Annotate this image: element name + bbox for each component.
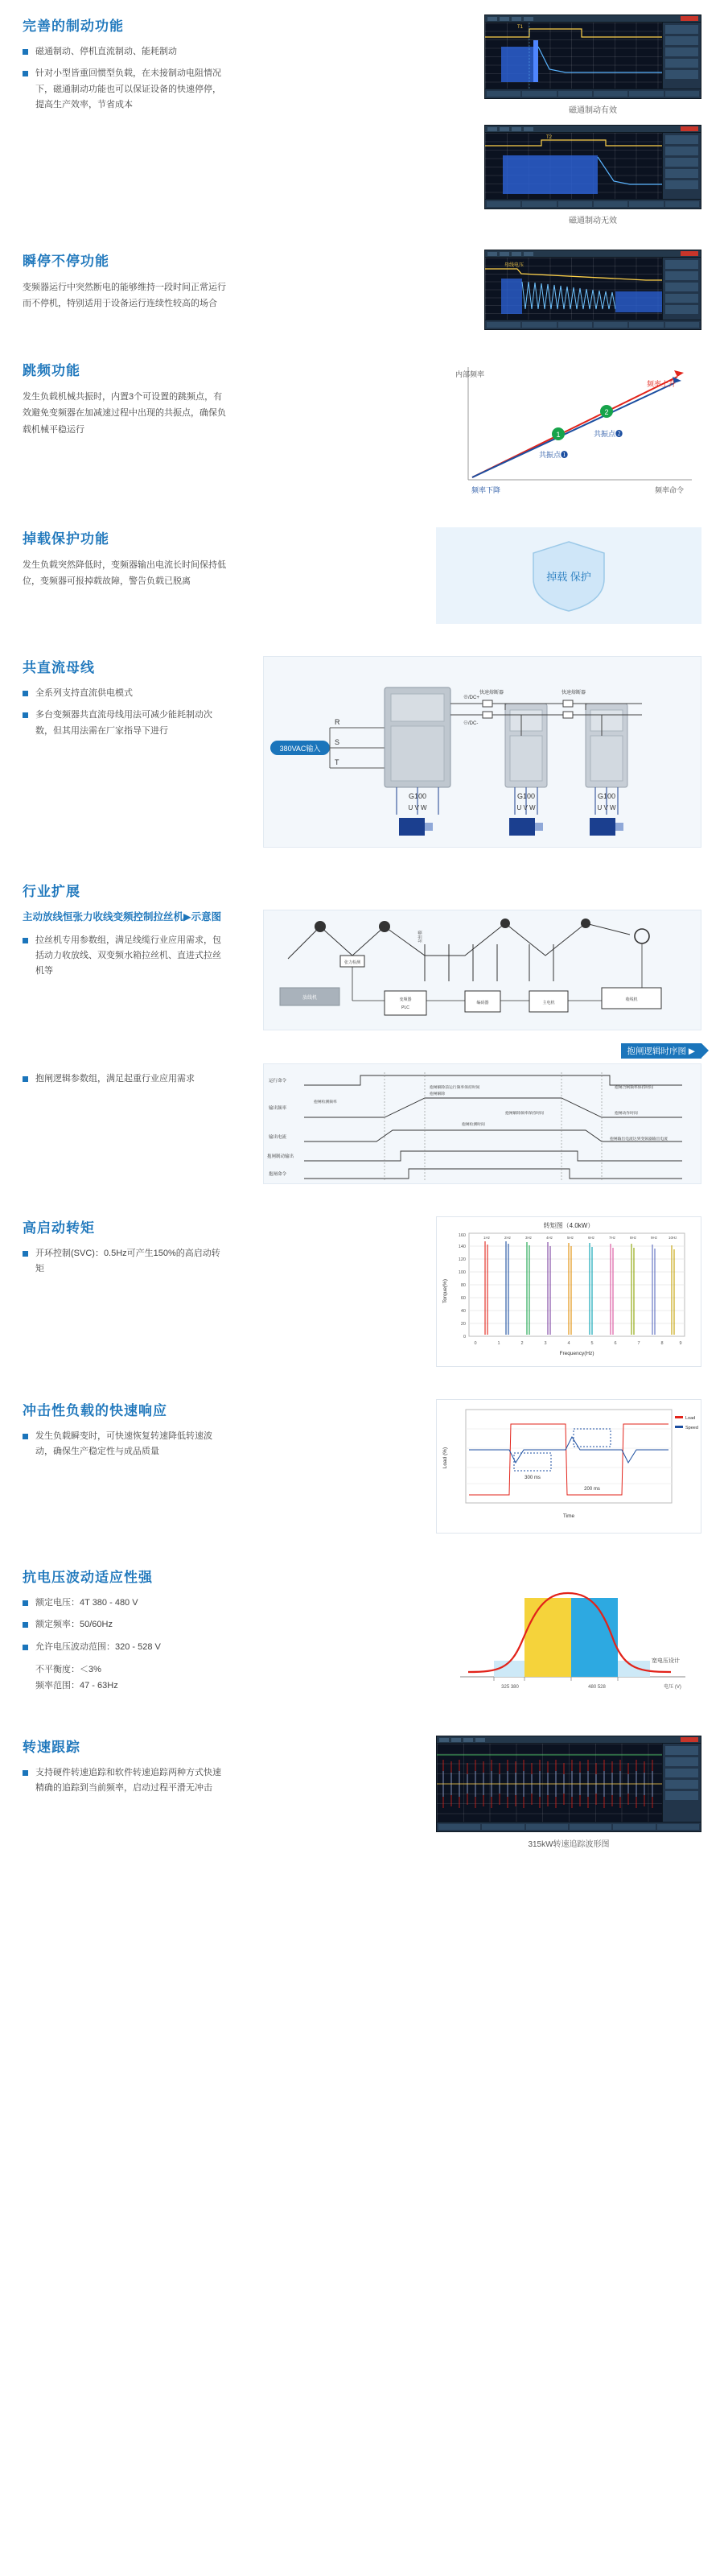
ride-through-text-col [23, 250, 228, 312]
svg-text:6: 6 [614, 1341, 617, 1346]
page-title-ride-through: 瞬停不停功能 [23, 254, 109, 269]
list-item: 发生负载瞬变时，可快速恢复转速降低转速波动，确保生产稳定性与成品质量 [23, 1429, 228, 1460]
diagram-label-plc: PLC [401, 1005, 409, 1010]
bus-label-plus: ⊕/DC+ [463, 696, 479, 700]
drive-label-2: G100 [516, 792, 536, 800]
phase-label-r: R [335, 718, 340, 726]
scope-bottombar [485, 89, 701, 98]
voltage-xtick-1: 325 380 [501, 1685, 519, 1690]
high-torque-bullet-list [23, 1246, 228, 1278]
timing-note-8: 抱闸输出电流达到变频器输出电流 [610, 1137, 668, 1141]
axis-label-y: 内部频率 [455, 370, 485, 378]
scope-bottombar [485, 199, 701, 208]
speed-tracking-scope-col [436, 1736, 701, 1849]
keysight-logo [681, 251, 698, 256]
svg-text:2Hz: 2Hz [504, 1236, 512, 1240]
phase-label-t: T [335, 758, 339, 766]
svg-text:8: 8 [660, 1341, 664, 1346]
voltage-legend: 宽电压设计 [652, 1658, 680, 1664]
svg-text:140: 140 [458, 1245, 466, 1249]
timing-row-label-freq: 输出频率 [269, 1106, 287, 1111]
svg-text:120: 120 [458, 1257, 466, 1262]
voltage-bullet-list [23, 1596, 228, 1655]
output-label-1: U V W [408, 804, 427, 811]
section-voltage-tolerance [0, 1566, 724, 1707]
speed-tracking-bullet-list [23, 1765, 228, 1797]
svg-text:100: 100 [458, 1270, 466, 1275]
label-input-voltage: 380VAC输入 [279, 745, 321, 753]
shield-illustration [436, 527, 701, 624]
scope-topbar [485, 15, 701, 23]
bus-label-minus: ⊖/DC- [463, 721, 479, 726]
skip-freq-description: 发生负载机械共振时，内置3个可设置的跳频点，有效避免变频器在加减速过程中出现的共振点，确保负载机械平稳运行 [23, 392, 226, 435]
svg-text:8Hz: 8Hz [630, 1236, 637, 1240]
timing-note-5: 抱闸合闸频率保持时间 [615, 1086, 653, 1090]
keysight-logo [681, 16, 698, 21]
speed-tracking-text-col [23, 1736, 228, 1803]
svg-text:80: 80 [460, 1283, 466, 1288]
fuse-label-2: 快速熔断器 [562, 691, 586, 696]
industry-bullet-list-1 [23, 933, 228, 980]
svg-text:9Hz: 9Hz [651, 1236, 658, 1240]
oscilloscope-image-ride-through [484, 250, 701, 330]
page-title-skip-frequency: 跳频功能 [23, 363, 80, 378]
annotation-200ms: 200 ms [584, 1487, 600, 1492]
output-label-2: U V W [516, 804, 536, 811]
scope-waveform-off [485, 133, 664, 200]
fuse-label-1: 快速熔断器 [479, 691, 504, 696]
motor-icon-1 [399, 818, 433, 836]
scope-topbar [485, 126, 701, 133]
ride-through-description: 变频器运行中突然断电的能够维持一段时间正常运行而不停机，特别适用于设备运行连续性较高的场合 [23, 283, 226, 309]
torque-chart [437, 1217, 701, 1362]
svg-text:4Hz: 4Hz [546, 1236, 553, 1240]
list-item: 抱闸逻辑参数组，满足起重行业应用需求 [23, 1071, 228, 1087]
section-braking [0, 0, 724, 225]
scope-sidebar [662, 258, 701, 320]
scope-bottombar [437, 1822, 701, 1831]
label-resonance-2: 共振点❷ [594, 430, 623, 438]
section-undervoltage [0, 527, 724, 624]
list-item: 拉丝机专用参数组，满足线缆行业应用需求，包括动力收放线、双变频水箱拉丝机、直进式拉丝机等 [23, 933, 228, 980]
badge-resonance-1: 1 [556, 431, 561, 439]
impact-text-col [23, 1399, 228, 1467]
svg-text:5Hz: 5Hz [567, 1236, 574, 1240]
scope-topbar [437, 1736, 701, 1744]
voltage-extra-2: 频率范围：47 - 63Hz [35, 1681, 118, 1691]
legend-speed: Speed [685, 1426, 698, 1430]
list-item: 开环控制(SVC)：0.5Hz可产生150%的高启动转矩 [23, 1246, 228, 1278]
dc-bus-diagram-col [263, 656, 701, 848]
svg-text:9: 9 [679, 1341, 682, 1346]
svg-text:2: 2 [520, 1341, 524, 1346]
timing-note-3: 抱闸解除频率保持时间 [505, 1112, 544, 1116]
diagram-label-takeup: 收线机 [625, 997, 638, 1002]
brake-timing-diagram-col [263, 1063, 701, 1184]
list-item: 额定频率：50/60Hz [23, 1617, 228, 1633]
scope-grid [437, 1744, 701, 1823]
undervoltage-text-col [23, 527, 228, 590]
phase-label-s: S [335, 738, 340, 746]
chart-ylabel-impact: Load (%) [442, 1447, 448, 1469]
skip-frequency-diagram [436, 359, 701, 504]
svg-text:T2: T2 [546, 135, 553, 140]
dc-bus-text-col [23, 656, 228, 745]
caption-braking-on: 磁通制动有效 [569, 106, 617, 115]
svg-text:7: 7 [637, 1341, 640, 1346]
page-title-industry: 行业扩展 [23, 884, 80, 899]
section-skip-frequency [0, 359, 724, 508]
chart-xlabel-torque: Frequency(Hz) [559, 1351, 594, 1356]
list-item: 针对小型皆重回惯型负载，在未接制动电阻情况下，磁通制动功能也可以保证设备的快速停停，提高生产效率，节省成本 [23, 66, 228, 113]
chart-title-torque: 转矩图（4.0kW） [543, 1222, 594, 1229]
label-freq-up: 频率上升 [647, 380, 677, 388]
diagram-label-payoff: 放线机 [302, 996, 318, 1001]
oscilloscope-image-off [484, 125, 701, 209]
annotation-300ms: 300 ms [524, 1476, 541, 1480]
scope-waveform-ride-through [485, 258, 664, 321]
diagram-label-motor-ctl: 主电机 [542, 1001, 555, 1005]
drive-label-3: G100 [597, 792, 616, 800]
scope-topbar [485, 250, 701, 258]
dc-bus-bullet-list [23, 686, 228, 739]
dc-bus-schematic [264, 657, 701, 847]
brake-timing-chart [264, 1064, 701, 1183]
list-item: 额定电压：4T 380 - 480 V [23, 1596, 228, 1611]
section-industry [0, 880, 724, 1184]
label-resonance-1: 共振点❶ [539, 451, 569, 459]
list-item: 全系列支持直流供电模式 [23, 686, 228, 701]
drive-label-main: G100 [408, 792, 427, 800]
brake-timing-badge-row [23, 1043, 701, 1059]
industry-bullet-list-2 [23, 1071, 228, 1087]
industry-text-col-2 [23, 1063, 228, 1093]
shield-icon [520, 535, 617, 616]
voltage-range-chart [436, 1566, 700, 1703]
svg-text:60: 60 [460, 1296, 466, 1301]
diagram-label-capstan: 拉丝模 [418, 930, 423, 943]
braking-text-col [23, 14, 228, 119]
page-title-dc-bus: 共直流母线 [23, 660, 95, 675]
svg-text:0: 0 [474, 1341, 477, 1346]
svg-text:10Hz: 10Hz [668, 1236, 677, 1240]
svg-text:40: 40 [460, 1309, 466, 1314]
impact-bullet-list [23, 1429, 228, 1460]
list-item: 磁通制动、停机直流制动、能耗制动 [23, 44, 228, 60]
legend-load: Load [685, 1416, 696, 1421]
svg-text:4: 4 [567, 1341, 570, 1346]
brake-timing-diagram [263, 1063, 701, 1184]
page-title-voltage-tolerance: 抗电压波动适应性强 [23, 1570, 153, 1585]
timing-note-2: 抱闸解除 [430, 1092, 446, 1096]
section-impact-response [0, 1399, 724, 1534]
section-dc-bus [0, 656, 724, 848]
svg-text:20: 20 [460, 1322, 466, 1327]
diagram-label-inverter-1: 变频器 [399, 997, 412, 1002]
shield-label: 掉载 保护 [546, 571, 591, 583]
wire-drawing-diagram-col [263, 910, 701, 1030]
chart-xlabel-impact: Time [562, 1513, 575, 1519]
industry-text-col-1 [23, 910, 228, 986]
oscilloscope-image-on [484, 14, 701, 99]
skip-freq-chart [436, 359, 701, 508]
scope-waveform-on [485, 23, 664, 90]
torque-chart-col [436, 1216, 701, 1367]
svg-text:3: 3 [544, 1341, 547, 1346]
undervoltage-graphic-col [436, 527, 701, 624]
motor-icon-3 [590, 818, 623, 836]
svg-text:6Hz: 6Hz [588, 1236, 595, 1240]
section-high-torque [0, 1216, 724, 1367]
axis-label-x: 频率命令 [655, 486, 685, 494]
voltage-text-col [23, 1566, 228, 1694]
svg-text:母线电压: 母线电压 [504, 263, 524, 268]
wire-drawing-schematic [264, 910, 701, 1030]
voltage-xaxis-label: 电压 (V) [664, 1685, 681, 1690]
keysight-logo [681, 126, 698, 131]
undervoltage-description: 发生负载突然降低时，变频器输出电流长时间保持低位，变频器可报掉载故障，警告负载已脱离 [23, 560, 226, 587]
impact-response-chart [437, 1400, 701, 1529]
svg-text:7Hz: 7Hz [609, 1236, 616, 1240]
impact-chart-box [436, 1399, 701, 1534]
page-title-high-torque: 高启动转矩 [23, 1220, 95, 1236]
section-speed-tracking [0, 1736, 724, 1849]
industry-subtitle-1: 主动放线恒张力收线变频控制拉丝机▶示意图 [23, 911, 222, 923]
scope-sidebar [662, 23, 701, 89]
svg-text:5: 5 [590, 1341, 594, 1346]
skip-freq-text-col [23, 359, 228, 438]
page-title-undervoltage: 掉载保护功能 [23, 531, 109, 547]
timing-row-label-run: 运行命令 [269, 1079, 287, 1084]
timing-row-label-brake-cmd: 抱闸命令 [269, 1172, 287, 1177]
impact-chart-col [436, 1399, 701, 1534]
list-item: 支持硬件转速追踪和软件转速追踪两种方式快速精确的追踪到当前频率，启动过程平滑无冲击 [23, 1765, 228, 1797]
high-torque-text-col [23, 1216, 228, 1284]
wire-drawing-diagram [263, 910, 701, 1030]
scope-waveform-speed-tracking [437, 1744, 662, 1823]
svg-text:1: 1 [497, 1341, 500, 1346]
diagram-label-tension: 张力检测 [343, 960, 361, 965]
svg-text:160: 160 [458, 1233, 466, 1238]
oscilloscope-image-speed-tracking [436, 1736, 701, 1832]
timing-note-1: 抱闸解除前运行频率保持时间 [430, 1086, 480, 1090]
label-freq-down: 频率下降 [471, 486, 501, 494]
braking-bullet-list [23, 44, 228, 113]
caption-speed-tracking: 315kW转速追踪波形图 [528, 1840, 610, 1849]
diagram-label-encoder: 编码器 [476, 1001, 489, 1005]
svg-text:3Hz: 3Hz [525, 1236, 533, 1240]
scope-sidebar [662, 133, 701, 199]
caption-braking-off: 磁通制动无效 [569, 217, 617, 225]
voltage-xtick-2: 480 528 [588, 1685, 606, 1690]
badge-resonance-2: 2 [604, 408, 609, 416]
chart-ylabel-torque: Torque(%) [442, 1279, 448, 1303]
page-title-impact-response: 冲击性负载的快速响应 [23, 1403, 167, 1418]
voltage-extra-1: 不平衡度：＜3% [35, 1664, 101, 1674]
svg-text:0: 0 [463, 1335, 466, 1340]
timing-note-7: 抱闸检测频率 [314, 1100, 337, 1104]
brake-timing-badge: 抱闸逻辑时序图 ▶ [621, 1043, 702, 1059]
braking-scope-col [484, 14, 701, 225]
timing-note-6: 抱闸动作时间 [615, 1112, 638, 1116]
output-label-3: U V W [597, 804, 616, 811]
list-item: 多台变频器共直流母线用法可减少能耗制动次数，但其用法需在厂家指导下进行 [23, 708, 228, 739]
list-item: 允许电压波动范围：320 - 528 V [23, 1640, 228, 1655]
voltage-chart-col [436, 1566, 701, 1707]
keysight-logo [681, 1737, 698, 1742]
page-title-speed-tracking: 转速跟踪 [23, 1740, 80, 1755]
dc-bus-diagram [263, 656, 701, 848]
page-title-braking: 完善的制动功能 [23, 19, 124, 34]
timing-row-label-current: 输出电流 [269, 1135, 287, 1140]
scope-sidebar [662, 1744, 701, 1822]
timing-row-label-brake-out: 抱闸制动输出 [267, 1154, 294, 1159]
motor-icon-2 [509, 818, 543, 836]
svg-text:T1: T1 [517, 25, 524, 30]
timing-note-4: 抱闸检测时间 [462, 1123, 485, 1127]
section-ride-through [0, 250, 724, 330]
svg-text:1Hz: 1Hz [483, 1236, 491, 1240]
torque-chart-box [436, 1216, 701, 1367]
ride-through-scope-col [484, 250, 701, 330]
scope-bottombar [485, 320, 701, 329]
